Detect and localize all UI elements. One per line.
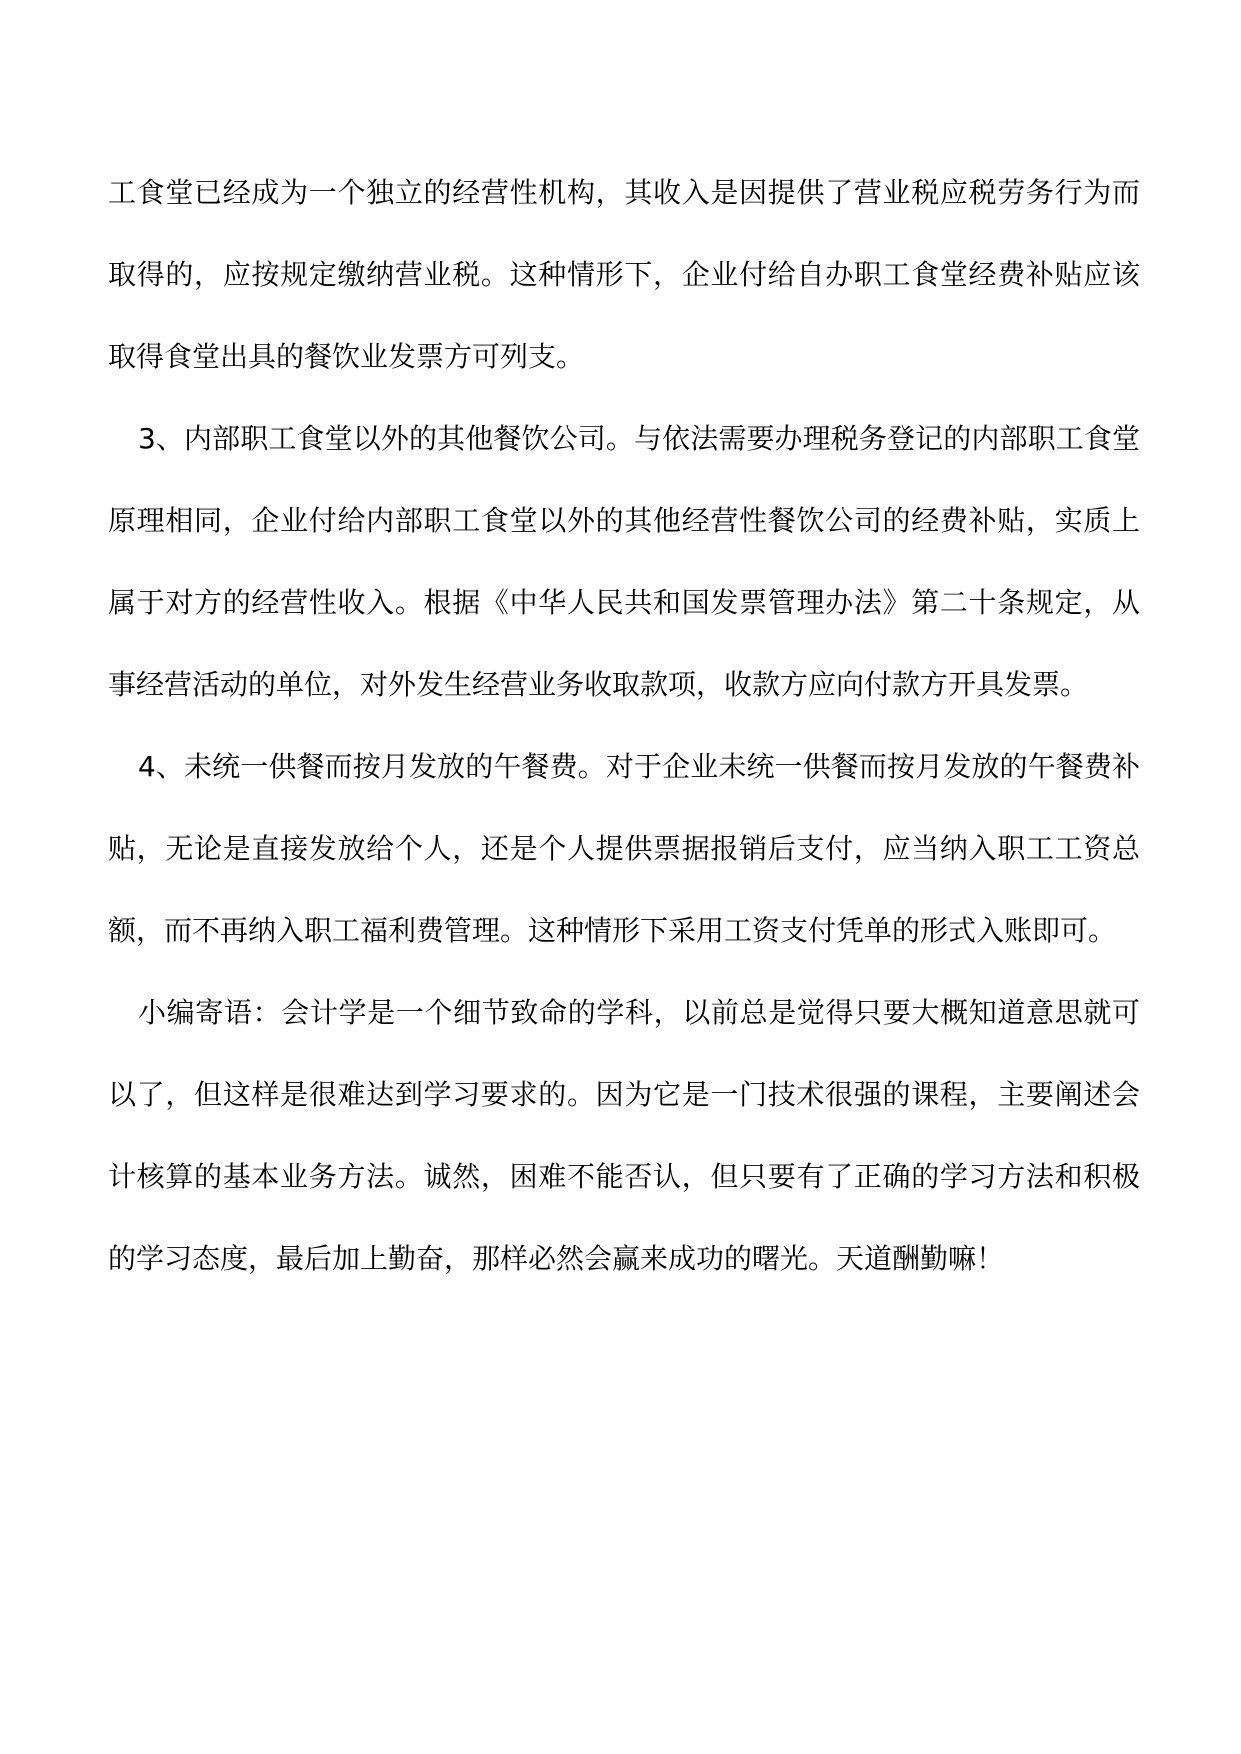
paragraph-canteen-continued: 工食堂已经成为一个独立的经营性机构，其收入是因提供了营业税应税劳务行为而取得的，应按规定缴纳营业税。这种情形下，企业付给自办职工食堂经费补贴应该取得食堂出具的餐饮业发票方可列支。 (108, 176, 1140, 373)
paragraph-item-4: 4、未统一供餐而按月发放的午餐费。对于企业未统一供餐而按月发放的午餐费补贴，无论是直接发放给个人，还是个人提供票据报销后支付，应当纳入职工工资总额，而不再纳入职工福利费管理。这种情形下采用工资支付凭单的形式入账即可。 (108, 750, 1140, 947)
paragraph-item-3: 3、内部职工食堂以外的其他餐饮公司。与依法需要办理税务登记的内部职工食堂原理相同，企业付给内部职工食堂以外的其他经营性餐饮公司的经费补贴，实质上属于对方的经营性收入。根据《中华人民共和国发票管理办法》第二十条规定，从事经营活动的单位，对外发生经营业务收取款项，收款方应向付款方开具发票。 (108, 422, 1140, 701)
document-body (108, 152, 1140, 1300)
paragraph-editor-note: 小编寄语：会计学是一个细节致命的学科，以前总是觉得只要大概知道意思就可以了，但这样是很难达到学习要求的。因为它是一门技术很强的课程，主要阐述会计核算的基本业务方法。诚然，困难不能否认，但只要有了正确的学习方法和积极的学习态度，最后加上勤奋，那样必然会赢来成功的曙光。天道酬勤嘛！ (108, 996, 1140, 1275)
